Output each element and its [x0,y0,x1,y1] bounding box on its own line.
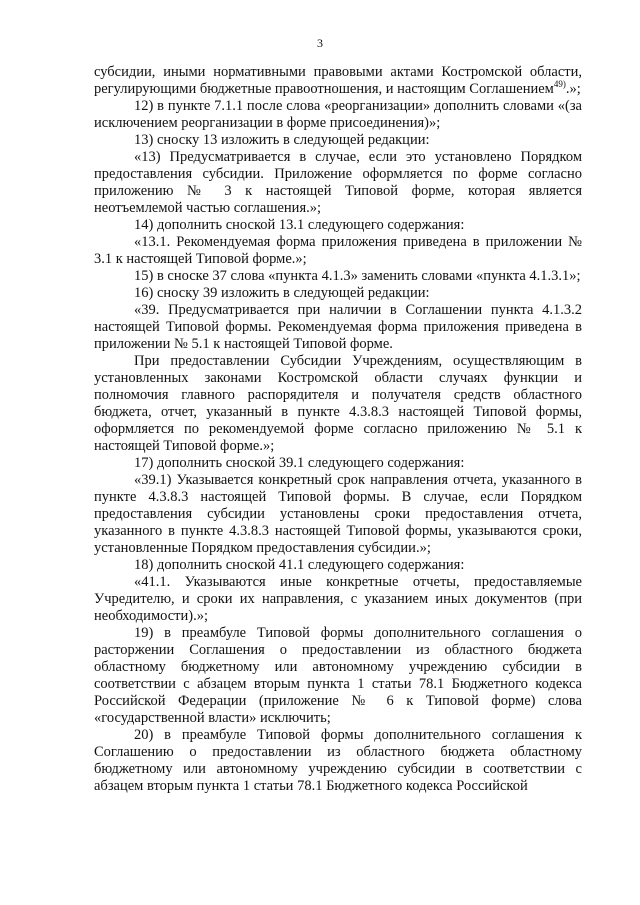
paragraph-continuation [94,64,582,98]
paragraph-footnote-39-cont: При предоставлении Субсидии Учреждениям, осуществляющим в установленных законами Костромской области случаях функции и полномочия главного распорядителя и получателя средств областного бюджета, отчет, указанный в пункте 4.3.8.3 настоящей Типовой формы, оформляется по рекомендуемой форме согласно приложению № 5.1 к настоящей Типовой форме.»; [94,353,582,454]
paragraph-item-20: 20) в преамбуле Типовой формы дополнительного соглашения к Соглашению о предоставлении из областного бюджета областному бюджетному или автономному учреждению субсидии в соответствии с абзацем вторым пункта 1 статьи 78.1 Бюджетного кодекса Российской [94,727,582,794]
paragraph-item-19: 19) в преамбуле Типовой формы дополнительного соглашения о расторжении Соглашения о предоставлении из областного бюджета областному бюджетному или автономному учреждению субсидии в соответствии с абзацем вторым пункта 1 статьи 78.1 Бюджетного кодекса Российской Федерации (приложение № 6 к Типовой форме) слова «государственной власти» исключить; [94,625,582,726]
paragraph-item-15: 15) в сноске 37 слова «пункта 4.1.3» заменить словами «пункта 4.1.3.1»; [134,268,581,284]
paragraph-item-16: 16) сноску 39 изложить в следующей редакции: [134,285,430,301]
paragraph-footnote-39: «39. Предусматривается при наличии в Соглашении пункта 4.1.3.2 настоящей Типовой формы. Рекомендуемая форма приложения приведена в приложении № 5.1 к настоящей Типовой форме. [94,302,582,352]
footnote-reference: 49) [553,79,566,89]
paragraph-item-18: 18) дополнить сноской 41.1 следующего содержания: [134,557,465,573]
paragraph-footnote-13-1: «13.1. Рекомендуемая форма приложения приведена в приложении № 3.1 к настоящей Типовой форме.»; [94,234,582,267]
paragraph-footnote-13: «13) Предусматривается в случае, если это установлено Порядком предоставления субсидии. Приложение оформляется по форме согласно приложению № 3 к настоящей Типовой форме, которая является неотъемлемой частью соглашения.»; [94,149,582,216]
paragraph-footnote-41-1: «41.1. Указываются иные конкретные отчеты, предоставляемые Учредителю, и сроки их направления, с указанием иных документов (при необходимости).»; [94,574,582,624]
paragraph-item-17: 17) дополнить сноской 39.1 следующего содержания: [134,455,465,471]
paragraph-item-13: 13) сноску 13 изложить в следующей редакции: [134,132,430,148]
paragraph-item-12: 12) в пункте 7.1.1 после слова «реорганизации» дополнить словами «(за исключением реорганизации в форме присоединения)»; [94,98,582,131]
paragraph-footnote-39-1: «39.1) Указывается конкретный срок направления отчета, указанного в пункте 4.3.8.3 настоящей Типовой формы. В случае, если Порядком предоставления субсидии установлены сроки предоставления отчета, указанного в пункте 4.3.8.3 настоящей Типовой формы, указываются сроки, установленные Порядком предоставления субсидии.»; [94,472,582,556]
paragraph-text: субсидии, иными нормативными правовыми актами Костромской области, регулирующими бюджетные правоотношения, и настоящим Соглашением [94,64,582,97]
document-body [94,64,582,795]
paragraph-item-14: 14) дополнить сноской 13.1 следующего содержания: [134,217,465,233]
paragraph-tail: .»; [565,81,581,97]
page-number: 3 [317,36,323,50]
